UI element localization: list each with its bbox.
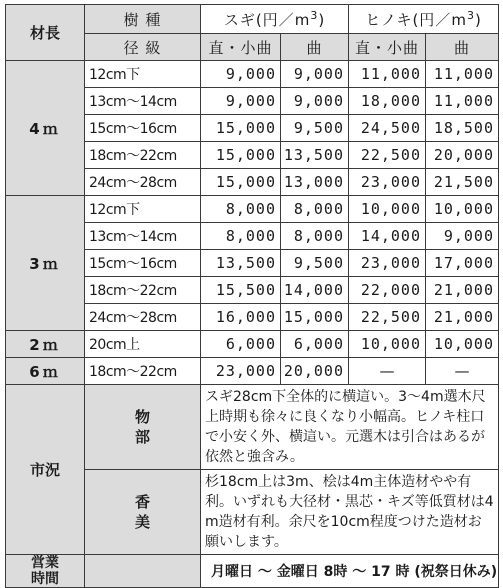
species-header: 樹 種 <box>85 5 201 34</box>
diameter-cell: 24cm～28cm <box>85 304 201 331</box>
sugi-straight-price: 16,000 <box>201 304 281 331</box>
hinoki-curved-price: 18,500 <box>426 115 499 142</box>
sugi-curved-price: 20,000 <box>281 358 349 385</box>
hinoki-curved-price: — <box>426 358 499 385</box>
sugi-curved-price: 8,000 <box>281 223 349 250</box>
sugi-straight-price: 15,500 <box>201 277 281 304</box>
hinoki-curved-price: 20,000 <box>426 142 499 169</box>
hinoki-straight-price: 10,000 <box>349 196 426 223</box>
hinoki-straight-price: 23,000 <box>349 250 426 277</box>
hinoki-straight-header: 直・小曲 <box>349 34 426 61</box>
market-label: 市況 <box>6 385 85 555</box>
sugi-curved-price: 9,500 <box>281 250 349 277</box>
length-cell: 2ｍ <box>6 331 85 358</box>
sugi-curved-price: 13,500 <box>281 142 349 169</box>
hinoki-straight-price: — <box>349 358 426 385</box>
hinoki-curved-price: 21,000 <box>426 304 499 331</box>
hinoki-straight-price: 22,500 <box>349 304 426 331</box>
length-header: 材長 <box>6 5 85 61</box>
diameter-cell: 15cm～16cm <box>85 115 201 142</box>
sugi-straight-price: 23,000 <box>201 358 281 385</box>
hinoki-straight-price: 14,000 <box>349 223 426 250</box>
price-row <box>6 331 499 358</box>
sugi-header: スギ(円$/m^3$) <box>201 5 349 34</box>
price-row <box>6 196 499 223</box>
sugi-straight-header: 直・小曲 <box>201 34 281 61</box>
hinoki-curved-price: 10,000 <box>426 331 499 358</box>
sugi-straight-price: 9,000 <box>201 88 281 115</box>
hinoki-curved-price: 9,000 <box>426 223 499 250</box>
sugi-curved-price: 14,000 <box>281 277 349 304</box>
market-section-1-text: スギ28cm下全体的に横這い。3～4m選木尺上時期も徐々に良くなり小幅高。ヒノキ柱口で小安く外、横這い。元選木は引合はあるが依然と強含み。 <box>201 385 499 470</box>
market-section-2-text: 杉18cm上は3m、桧は4m主体造材やや有利。いずれも大径材・黒芯・キズ等低質材は4m造材有利。余尺を10cm程度つけた造材お願いします。 <box>201 470 499 555</box>
sugi-curved-price: 8,000 <box>281 196 349 223</box>
sugi-curved-header: 曲 <box>281 34 349 61</box>
sugi-straight-price: 9,000 <box>201 61 281 88</box>
hinoki-curved-price: 11,000 <box>426 61 499 88</box>
sugi-curved-price: 15,000 <box>281 304 349 331</box>
sugi-curved-price: 6,000 <box>281 331 349 358</box>
hinoki-header: ヒノキ(円$/m^3$) <box>349 5 499 34</box>
market-section-2-label: 香 美 <box>85 470 201 555</box>
length-cell: 4ｍ <box>6 61 85 196</box>
hinoki-curved-price: 21,000 <box>426 277 499 304</box>
sugi-curved-price: 9,500 <box>281 115 349 142</box>
sugi-straight-price: 8,000 <box>201 196 281 223</box>
diameter-cell: 15cm～16cm <box>85 250 201 277</box>
sugi-straight-price: 8,000 <box>201 223 281 250</box>
hinoki-curved-price: 17,000 <box>426 250 499 277</box>
hinoki-straight-price: 22,000 <box>349 277 426 304</box>
sugi-curved-price: 9,000 <box>281 61 349 88</box>
business-hours-text: 月曜日 ～ 金曜日 8時 ～ 17 時 (祝祭日休み) <box>201 555 499 588</box>
hinoki-curved-price: 21,500 <box>426 169 499 196</box>
diameter-cell: 18cm～22cm <box>85 142 201 169</box>
diameter-cell: 18cm～22cm <box>85 277 201 304</box>
length-cell: 3ｍ <box>6 196 85 331</box>
diameter-cell: 18cm～22cm <box>85 358 201 385</box>
diameter-cell: 12cm下 <box>85 61 201 88</box>
hinoki-straight-price: 22,500 <box>349 142 426 169</box>
sugi-curved-price: 9,000 <box>281 88 349 115</box>
hinoki-curved-price: 11,000 <box>426 88 499 115</box>
hinoki-straight-price: 18,000 <box>349 88 426 115</box>
price-row <box>6 61 499 88</box>
diameter-cell: 13cm～14cm <box>85 223 201 250</box>
timber-price-table <box>5 4 499 588</box>
sugi-straight-price: 6,000 <box>201 331 281 358</box>
hinoki-straight-price: 24,500 <box>349 115 426 142</box>
sugi-straight-price: 15,000 <box>201 169 281 196</box>
diameter-cell: 12cm下 <box>85 196 201 223</box>
sugi-straight-price: 13,500 <box>201 250 281 277</box>
market-section-1-label: 物 部 <box>85 385 201 470</box>
diameter-cell: 24cm～28cm <box>85 169 201 196</box>
sugi-straight-price: 15,000 <box>201 115 281 142</box>
business-hours-label: 営業 時間 <box>6 555 85 588</box>
sugi-straight-price: 15,000 <box>201 142 281 169</box>
hinoki-straight-price: 10,000 <box>349 331 426 358</box>
hinoki-straight-price: 11,000 <box>349 61 426 88</box>
diameter-header: 径 級 <box>85 34 201 61</box>
diameter-cell: 20cm上 <box>85 331 201 358</box>
hinoki-straight-price: 23,000 <box>349 169 426 196</box>
business-hours-spacer <box>85 555 201 588</box>
hinoki-curved-price: 10,000 <box>426 196 499 223</box>
diameter-cell: 13cm～14cm <box>85 88 201 115</box>
hinoki-curved-header: 曲 <box>426 34 499 61</box>
length-cell: 6ｍ <box>6 358 85 385</box>
price-row <box>6 358 499 385</box>
sugi-curved-price: 13,000 <box>281 169 349 196</box>
